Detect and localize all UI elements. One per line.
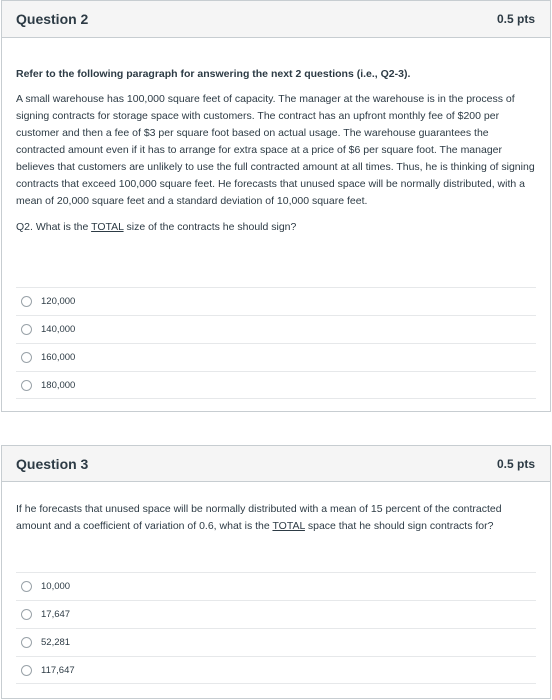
radio-button[interactable]: [21, 609, 32, 620]
question-lead: Refer to the following paragraph for answering the next 2 questions (i.e., Q2-3).: [16, 68, 411, 80]
question-prompt: [16, 219, 536, 236]
question-2-body: [2, 38, 550, 236]
radio-button[interactable]: [21, 324, 32, 335]
answer-option[interactable]: [16, 287, 536, 315]
question-2-card: [1, 0, 551, 412]
answer-label: 140,000: [41, 324, 76, 335]
radio-button[interactable]: [21, 296, 32, 307]
answer-label: 117,647: [41, 664, 75, 676]
question-points: 0.5 pts: [496, 456, 535, 471]
answer-option[interactable]: [16, 343, 536, 371]
prompt-text-before: Q2. What is the: [16, 221, 92, 233]
answer-label: 52,281: [41, 637, 71, 648]
answer-label: 180,000: [41, 379, 76, 391]
answer-list: [16, 572, 536, 684]
question-3-header: [2, 446, 550, 482]
answer-label: 160,000: [41, 352, 76, 363]
question-title: Question 2: [16, 11, 89, 27]
radio-button[interactable]: [21, 380, 32, 391]
prompt-text-after: space that he should sign contracts for?: [304, 520, 494, 532]
radio-button[interactable]: [21, 581, 32, 592]
prompt-emphasis: TOTAL: [91, 221, 124, 233]
question-points: 0.5 pts: [496, 12, 535, 26]
answer-option[interactable]: [16, 600, 536, 628]
answer-label: 17,647: [41, 609, 71, 620]
question-2-header: [2, 1, 550, 38]
question-3-card: [1, 445, 551, 699]
question-title: Question 3: [16, 455, 89, 472]
answer-option[interactable]: [16, 572, 536, 600]
answer-label: 10,000: [41, 581, 71, 592]
prompt-text-after: size of the contracts he should sign?: [123, 221, 297, 233]
question-prompt: [16, 501, 536, 535]
answer-list: [16, 287, 536, 399]
answer-option[interactable]: [16, 656, 536, 684]
prompt-emphasis: TOTAL: [272, 520, 305, 532]
radio-button[interactable]: [21, 352, 32, 363]
question-paragraph: A small warehouse has 100,000 square feet of capacity. The manager at the warehouse is in the process of signing contracts for storage space with customers. The contract has an upfront monthly fee of $200 per customer and then a fee of $3 per square foot based on actual usage. The warehouse guarantees the contracted amount even if it has to arrange for extra space at a price of $6 per square foot. The manager believes that customers are unlikely to use the full contracted amount at all times. Thus, he is thinking of signing contracts that exceed 100,000 square feet. He forecasts that unused space will be normally distributed, with a mean of 20,000 square feet and a standard deviation of 10,000 square feet.: [16, 93, 535, 207]
radio-button[interactable]: [21, 665, 32, 676]
answer-label: 120,000: [41, 296, 76, 307]
prompt-text-before: If he forecasts that unused space will be normally distributed with a mean of 15 percent of the contracted amount and a coefficient of variation of 0.6, what is the: [16, 503, 502, 532]
answer-option[interactable]: [16, 315, 536, 343]
radio-button[interactable]: [21, 637, 32, 648]
answer-option[interactable]: [16, 371, 536, 399]
question-3-body: [2, 482, 550, 535]
answer-option[interactable]: [16, 628, 536, 656]
